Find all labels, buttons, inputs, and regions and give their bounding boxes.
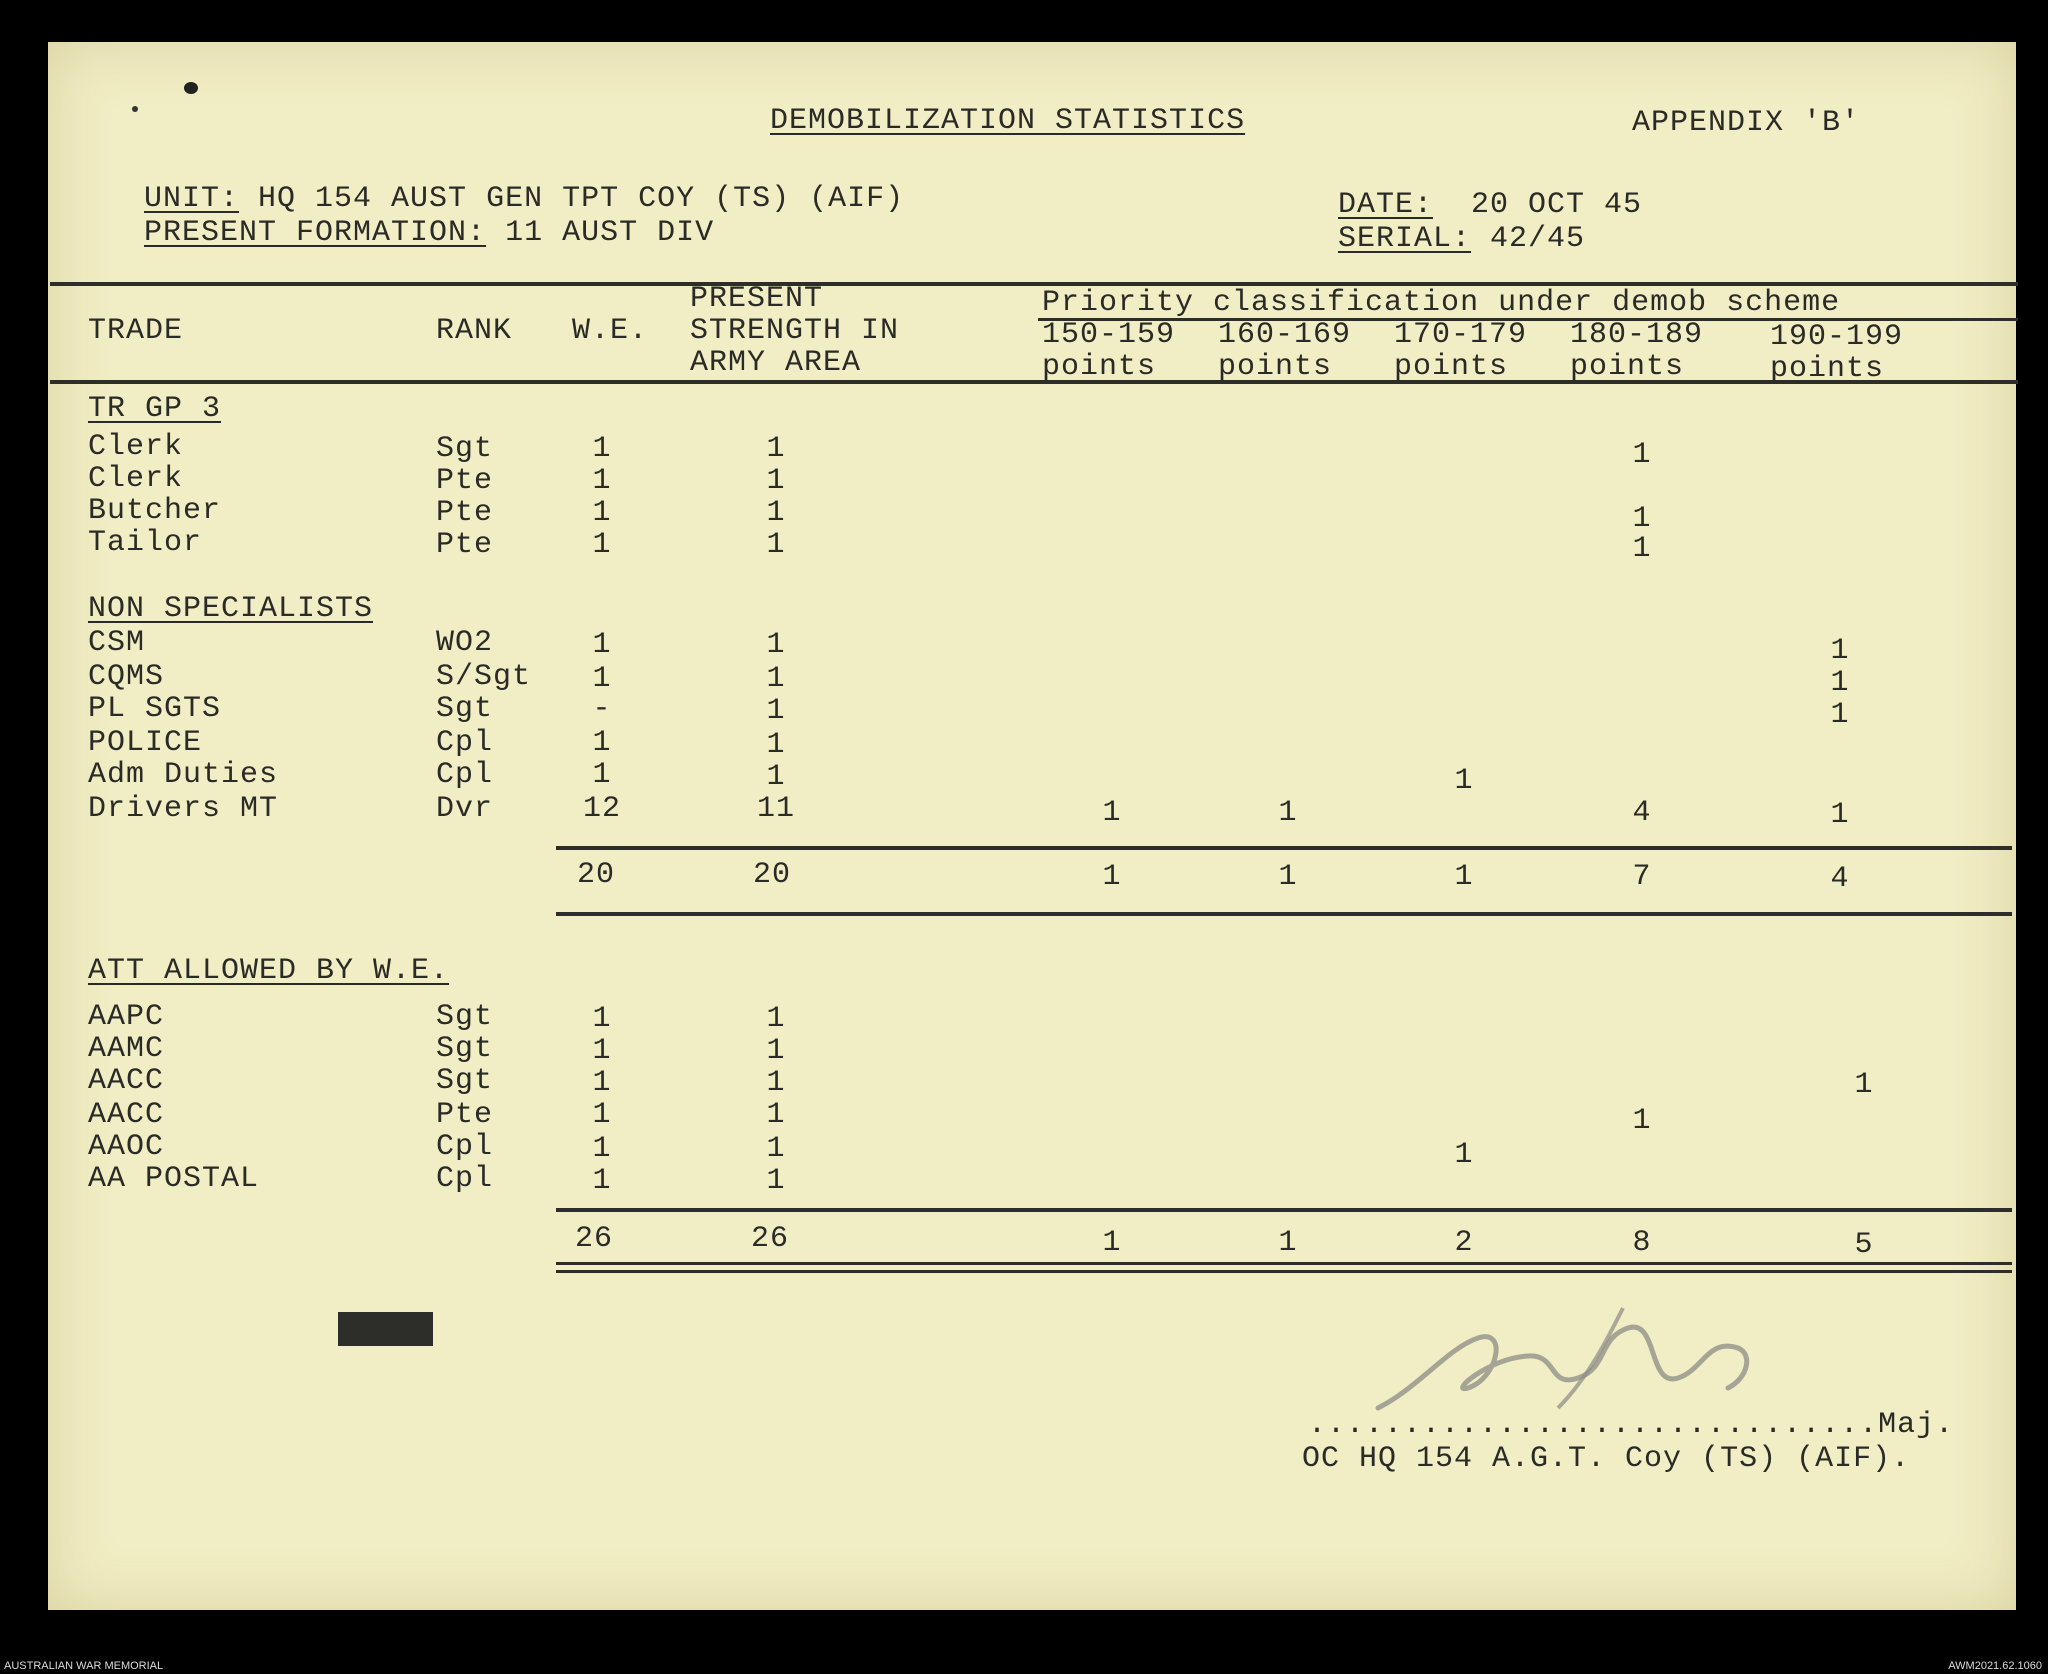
serial-label: SERIAL: [1338, 222, 1472, 256]
cell-we: 1 [592, 1002, 612, 1036]
cell-we: 1 [592, 464, 612, 498]
header-points-150: points [1042, 350, 1157, 384]
cell-p180: 1 [1632, 502, 1652, 536]
unit-line [144, 182, 904, 216]
unit-value: HQ 154 AUST GEN TPT COY (TS) (AIF) [258, 182, 905, 216]
cell-rank: Sgt [436, 1064, 494, 1098]
cell-rank: WO2 [436, 626, 494, 660]
cell-p190: 1 [1830, 634, 1850, 668]
header-range-170: 170-179 [1394, 318, 1528, 352]
header-rank: RANK [436, 314, 513, 348]
subtotal-p180: 7 [1632, 860, 1652, 894]
header-points-190: points [1770, 352, 1885, 386]
cell-we: 1 [592, 496, 612, 530]
cell-present: 1 [766, 628, 786, 662]
cell-present: 1 [766, 1066, 786, 1100]
cell-trade: Clerk [88, 462, 184, 496]
cell-trade: Clerk [88, 430, 184, 464]
cell-we: 1 [592, 628, 612, 662]
total-p160: 1 [1278, 1226, 1298, 1260]
cell-present: 1 [766, 1132, 786, 1166]
header-points-160: points [1218, 350, 1333, 384]
cell-p180: 1 [1632, 438, 1652, 472]
cell-present: 1 [766, 662, 786, 696]
cell-we: 1 [592, 758, 612, 792]
subtotal-bottom-rule [556, 912, 2012, 916]
caption-right: AWM2021.62.1060 [1948, 1660, 2042, 1672]
cell-p190: 1 [1830, 798, 1850, 832]
cell-present: 1 [766, 464, 786, 498]
document-page [48, 42, 2016, 1610]
appendix-label: APPENDIX 'B' [1632, 106, 1861, 140]
total-bottom-rule-2 [556, 1270, 2012, 1273]
cell-present: 11 [756, 792, 796, 826]
total-top-rule [556, 1208, 2012, 1212]
cell-present: 1 [766, 1164, 786, 1198]
cell-trade: PL SGTS [88, 692, 222, 726]
total-p170: 2 [1454, 1226, 1474, 1260]
cell-rank: Sgt [436, 1000, 494, 1034]
cell-we: 1 [592, 1098, 612, 1132]
cell-we: 1 [592, 1132, 612, 1166]
header-we: W.E. [572, 314, 649, 348]
header-present-2: STRENGTH IN [690, 314, 900, 348]
cell-present: 1 [766, 1002, 786, 1036]
header-points-180: points [1570, 350, 1685, 384]
cell-trade: Butcher [88, 494, 222, 528]
cell-trade: Drivers MT [88, 792, 279, 826]
cell-present: 1 [766, 1034, 786, 1068]
section-title-non-specialists: NON SPECIALISTS [88, 592, 374, 626]
signature-line: ..............................Maj. [1308, 1408, 1955, 1442]
cell-trade: AACC [88, 1098, 165, 1132]
cell-present: 1 [766, 528, 786, 562]
cell-rank: Cpl [436, 726, 494, 760]
cell-trade: Adm Duties [88, 758, 279, 792]
cell-rank: Cpl [436, 758, 494, 792]
date-label: DATE: [1338, 188, 1434, 222]
header-priority: Priority classification under demob scheme [1042, 286, 1841, 320]
cell-p170: 1 [1454, 1138, 1474, 1172]
cell-rank: Dvr [436, 792, 494, 826]
cell-rank: Cpl [436, 1162, 494, 1196]
cell-p160: 1 [1278, 796, 1298, 830]
cell-rank: Pte [436, 496, 494, 530]
cell-rank: Pte [436, 528, 494, 562]
document-title: DEMOBILIZATION STATISTICS [770, 104, 1246, 138]
caption-left: AUSTRALIAN WAR MEMORIAL [4, 1660, 164, 1672]
cell-present: 1 [766, 1098, 786, 1132]
total-we: 26 [574, 1222, 614, 1256]
cell-p180: 1 [1632, 1104, 1652, 1138]
date-line [1338, 188, 1642, 222]
subtotal-p170: 1 [1454, 860, 1474, 894]
cell-we: 12 [582, 792, 622, 826]
cell-trade: Tailor [88, 526, 203, 560]
cell-trade: AAOC [88, 1130, 165, 1164]
cell-rank: S/Sgt [436, 660, 532, 694]
cell-trade: CSM [88, 626, 146, 660]
cell-present: 1 [766, 760, 786, 794]
subtotal-present: 20 [752, 858, 792, 892]
cell-p190: 1 [1830, 666, 1850, 700]
formation-label: PRESENT FORMATION: [144, 216, 487, 250]
header-range-190: 190-199 [1770, 320, 1904, 354]
cell-trade: AAPC [88, 1000, 165, 1034]
ink-smudge [184, 82, 198, 94]
serial-value: 42/45 [1490, 222, 1586, 256]
notes-label [262, 1278, 433, 1380]
header-trade: TRADE [88, 314, 184, 348]
subtotal-top-rule [556, 846, 2012, 850]
cell-p190: 1 [1830, 698, 1850, 732]
cell-p180: 1 [1632, 532, 1652, 566]
cell-rank: Pte [436, 1098, 494, 1132]
cell-trade: AACC [88, 1064, 165, 1098]
total-p180: 8 [1632, 1226, 1652, 1260]
cell-trade: POLICE [88, 726, 203, 760]
cell-p180: 4 [1632, 796, 1652, 830]
cell-p190: 1 [1854, 1068, 1874, 1102]
signature-title: OC HQ 154 A.G.T. Coy (TS) (AIF). [1302, 1442, 1911, 1476]
cell-present: 1 [766, 496, 786, 530]
cell-p150: 1 [1102, 796, 1122, 830]
cell-we: 1 [592, 1066, 612, 1100]
cell-rank: Pte [436, 464, 494, 498]
date-value: 20 OCT 45 [1471, 188, 1643, 222]
formation-value: 11 AUST DIV [505, 216, 715, 250]
subtotal-p190: 4 [1830, 862, 1850, 896]
cell-p170: 1 [1454, 764, 1474, 798]
total-p150: 1 [1102, 1226, 1122, 1260]
cell-we: 1 [592, 528, 612, 562]
cell-present: 1 [766, 728, 786, 762]
total-present: 26 [750, 1222, 790, 1256]
cell-we: 1 [592, 726, 612, 760]
cell-trade: CQMS [88, 660, 165, 694]
header-range-180: 180-189 [1570, 318, 1704, 352]
header-present-1: PRESENT [690, 282, 824, 316]
header-range-150: 150-159 [1042, 318, 1176, 352]
notes-word: NOTE: [338, 1312, 434, 1346]
total-p190: 5 [1854, 1228, 1874, 1262]
cell-we: 1 [592, 1034, 612, 1068]
cell-present: 1 [766, 694, 786, 728]
cell-rank: Sgt [436, 432, 494, 466]
subtotal-p160: 1 [1278, 860, 1298, 894]
cell-we: 1 [592, 662, 612, 696]
cell-trade: AA POSTAL [88, 1162, 260, 1196]
cell-we: 1 [592, 1164, 612, 1198]
subtotal-p150: 1 [1102, 860, 1122, 894]
formation-line [144, 216, 714, 250]
header-range-160: 160-169 [1218, 318, 1352, 352]
subtotal-we: 20 [576, 858, 616, 892]
ink-smudge [132, 106, 138, 112]
section-title-att-allowed: ATT ALLOWED BY W.E. [88, 954, 450, 988]
cell-rank: Sgt [436, 692, 494, 726]
cell-present: 1 [766, 432, 786, 466]
header-present-3: ARMY AREA [690, 346, 862, 380]
serial-line [1338, 222, 1585, 256]
total-bottom-rule-1 [556, 1262, 2012, 1265]
cell-we: 1 [592, 432, 612, 466]
cell-rank: Sgt [436, 1032, 494, 1066]
cell-we: - [592, 692, 612, 726]
header-points-170: points [1394, 350, 1509, 384]
header-bottom-rule [50, 380, 2018, 384]
cell-trade: AAMC [88, 1032, 165, 1066]
unit-label: UNIT: [144, 182, 240, 216]
cell-rank: Cpl [436, 1130, 494, 1164]
section-title-tr-gp-3: TR GP 3 [88, 392, 222, 426]
